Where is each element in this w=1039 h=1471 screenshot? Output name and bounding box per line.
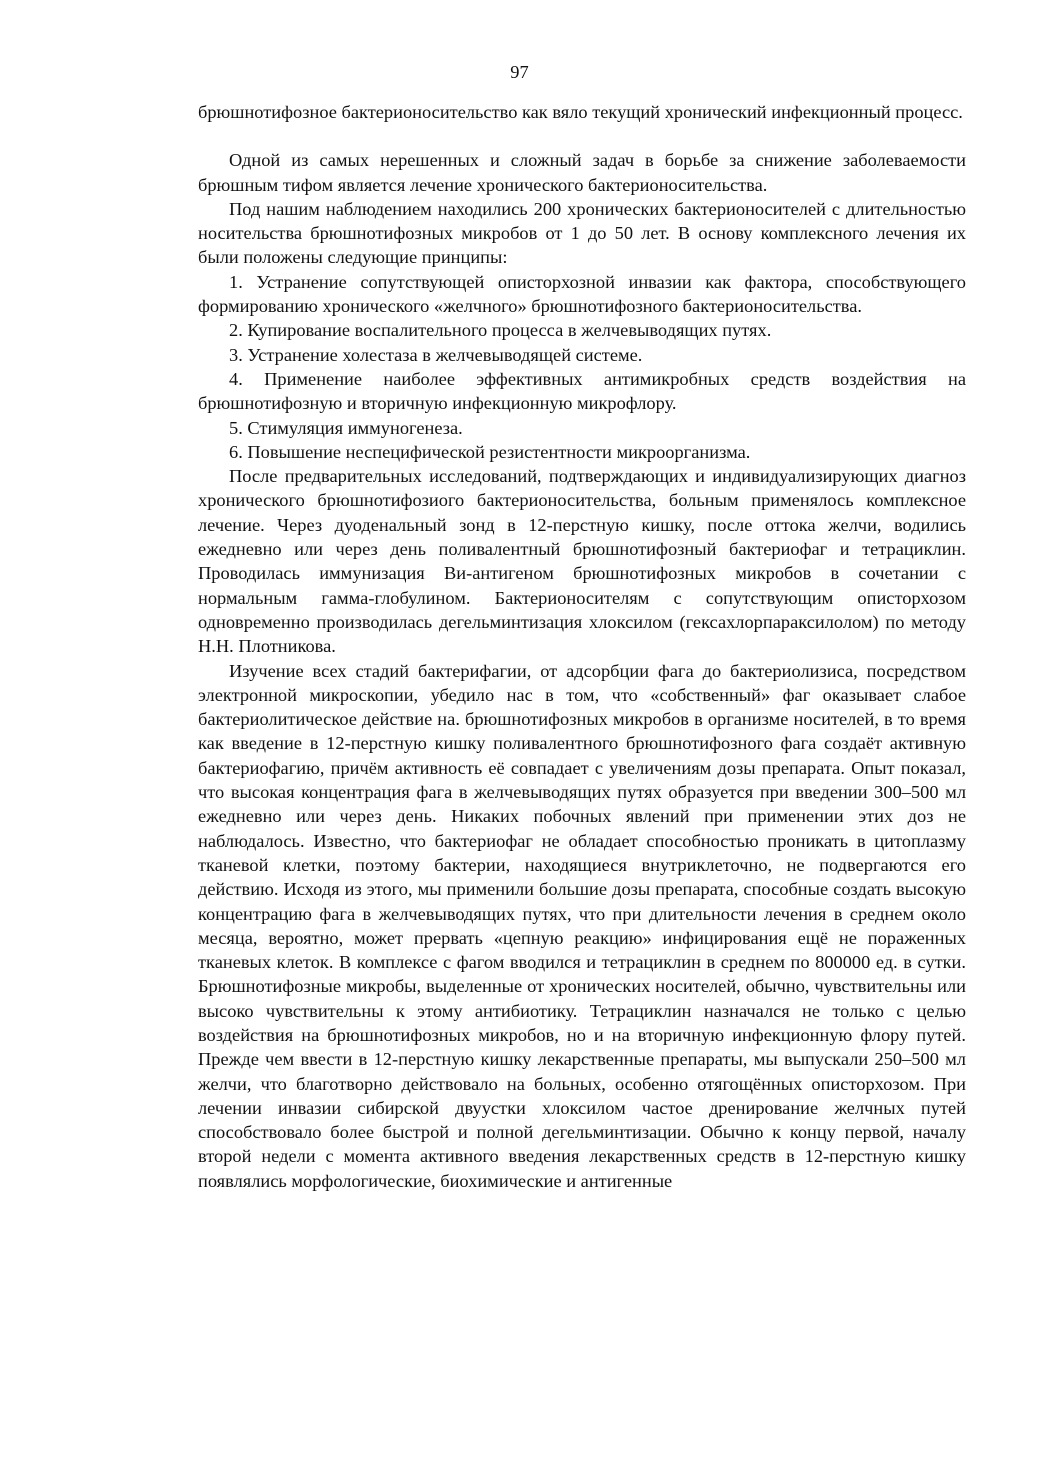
paragraph-continuation: брюшнотифозное бактерионосительство как вяло текущий хронический инфекционный процесс. [198,102,963,122]
paragraph: Изучение всех стадий бактерифагии, от адсорбции фага до бактериолизиса, посредством электронной микроскопии, убедило нас в том, что «собственный» фаг оказывает слабое бактериолитическое действие на. брюшнотифозных микробов в организме носителей, в то время как введение в 12-перстную кишку поливалентного брюшнотифозного фага создаёт активную бактериофагию, причём активность её совпадает с увеличениям дозы препарата. Опыт показал, что высокая концентрация фага в желчевыводящих путях образуется при введении 300–500 мл ежедневно или через день. Никаких побочных явлений при применении этих доз не наблюдалось. Известно, что бактериофаг не обладает способностью проникать в цитоплазму тканевой клетки, поэтому бактерии, находящиеся внутриклеточно, не подвергаются его действию. Исходя из этого, мы применили большие дозы препарата, способные создать высокую концентрацию фага в желчевыводящих путях, что при длительности лечения в среднем около месяца, вероятно, может прервать «цепную реакцию» инфицирования ещё не пораженных тканевых клеток. В комплексе с фагом вводился и тетрациклин в среднем по 800000 ед. в сутки. Брюшнотифозные микробы, выделенные от хронических носителей, обычно, чувствительны или высоко чувствительны к этому антибиотику. Тетрациклин назначался не только с целью воздействия на брюшнотифозных микробов, но и на вторичную инфекционную флору путей. Прежде чем ввести в 12-перстную кишку лекарственные препараты, мы выпускали 250–500 мл желчи, что благотворно действовало на больных, особенно отягощённых описторхозом. При лечении инвазии сибирской двуустки хлоксилом частое дренирование желчных путей способствовало более быстрой и полной дегельминтизации. Обычно к концу первой, началу второй недели с момента активного введения лекарственных средств в 12-перстную кишку появлялись морфологические, биохимические и антигенные [198,660,966,1191]
list-item: 6. Повышение неспецифической резистентности микроорганизма. [229,441,751,462]
list-item: 1. Устранение сопутствующей описторхозной инвазии как фактора, способствующего формированию хронического «желчного» брюшнотифозного бактерионосительства. [198,271,966,317]
list-item: 3. Устранение холестаза в желчевыводящей системе. [229,344,643,365]
paragraph: После предварительных исследований, подтверждающих и индивидуализирующих диагноз хронического брюшнотифозиого бактерионосительства, больным применялось комплексное лечение. Через дуоденальный зонд в 12-перстную кишку, после оттока желчи, водились ежедневно или через день поливалентный брюшнотифозный бактериофаг и тетрациклин. Проводилась иммунизация Ви-антигеном брюшнотифозных микробов в сочетании с нормальным гамма-глобулином. Бактерионосителям с сопутствующим описторхозом одновременно производилась дегельминтизация хлоксилом (гексахлорпараксилолом) по методу Н.Н. Плотникова. [198,466,966,657]
list-item: 5. Стимуляция иммуногенеза. [229,417,463,438]
list-item: 4. Применение наиболее эффективных антимикробных средств воздействия на брюшнотифозную и вторичную инфекционную микрофлору. [198,368,966,414]
text-body [198,100,966,1193]
paragraph: Под нашим наблюдением находились 200 хронических бактерионосителей с длительностью носительства брюшнотифозных микробов от 1 до 50 лет. В основу комплексного лечения их были положены следующие принципы: [198,198,966,268]
page-number: 97 [510,62,529,82]
paragraph: Одной из самых нерешенных и сложный задач в борьбе за снижение заболеваемости брюшным тифом является лечение хронического бактерионосительства. [198,150,966,195]
list-item: 2. Купирование воспалительного процесса в желчевыводящих путях. [229,320,772,341]
